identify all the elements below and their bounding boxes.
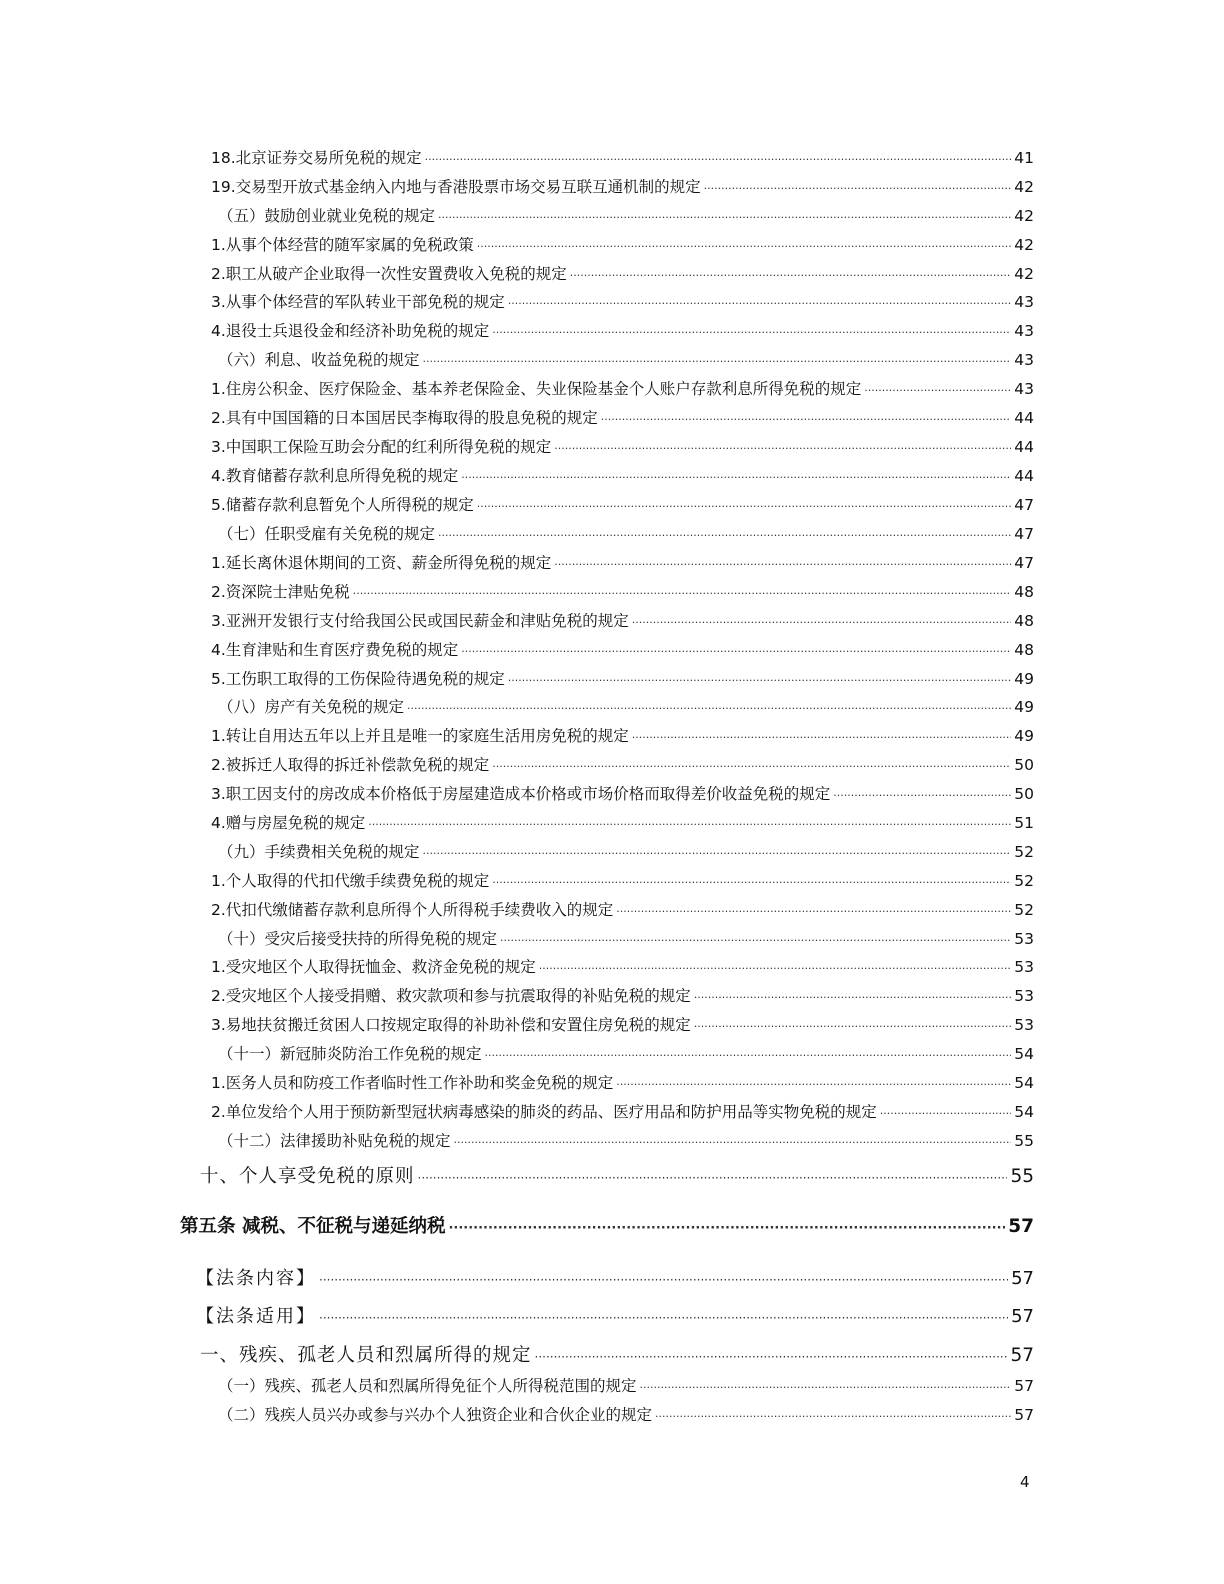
toc-leader bbox=[554, 558, 1011, 571]
toc-entry-title: 3.从事个体经营的军队转业干部免税的规定 bbox=[211, 293, 505, 311]
toc-entry-page: 47 bbox=[1014, 525, 1034, 543]
toc-entry-page: 43 bbox=[1014, 380, 1034, 398]
toc-entry-title: 2.被拆迁人取得的拆迁补偿款免税的规定 bbox=[211, 756, 490, 774]
toc-entry[interactable] bbox=[211, 955, 1034, 977]
toc-entry-title: （十）受灾后接受扶持的所得免税的规定 bbox=[218, 930, 498, 948]
toc-entry[interactable] bbox=[211, 493, 1034, 515]
toc-entry-title: （九）手续费相关免税的规定 bbox=[218, 843, 420, 861]
toc-entry-title: 3.中国职工保险互助会分配的红利所得免税的规定 bbox=[211, 438, 552, 456]
toc-entry-title: 1.医务人员和防疫工作者临时性工作补助和奖金免税的规定 bbox=[211, 1074, 614, 1092]
toc-entry-page: 53 bbox=[1014, 930, 1034, 948]
toc-leader bbox=[539, 962, 1011, 975]
toc-entry[interactable] bbox=[218, 1129, 1034, 1151]
toc-entry[interactable] bbox=[211, 435, 1034, 457]
toc-entry-page: 57 bbox=[1014, 1377, 1034, 1395]
toc-entry-title: 一、残疾、孤老人员和烈属所得的规定 bbox=[200, 1345, 532, 1366]
toc-entry-page: 57 bbox=[1014, 1406, 1034, 1424]
toc-leader bbox=[864, 384, 1011, 397]
toc-entry-page: 44 bbox=[1014, 409, 1034, 427]
toc-entry[interactable] bbox=[211, 262, 1034, 284]
toc-entry-page: 42 bbox=[1014, 178, 1034, 196]
toc-entry[interactable] bbox=[196, 1264, 1034, 1290]
toc-entry-page: 52 bbox=[1014, 872, 1034, 890]
toc-entry-page: 52 bbox=[1014, 901, 1034, 919]
toc-entry[interactable] bbox=[211, 609, 1034, 631]
toc-entry-page: 54 bbox=[1014, 1045, 1034, 1063]
toc-leader bbox=[640, 1381, 1012, 1394]
toc-entry-title: （六）利息、收益免税的规定 bbox=[218, 351, 420, 369]
toc-leader bbox=[508, 297, 1011, 310]
page-number: 4 bbox=[1020, 1473, 1030, 1491]
toc-entry-page: 52 bbox=[1014, 843, 1034, 861]
toc-leader bbox=[438, 529, 1011, 542]
toc-leader bbox=[632, 731, 1011, 744]
toc-entry[interactable] bbox=[211, 464, 1034, 486]
toc-leader bbox=[500, 934, 1011, 947]
toc-entry-title: 2.受灾地区个人接受捐赠、救灾款项和参与抗震取得的补贴免税的规定 bbox=[211, 987, 691, 1005]
toc-entry-page: 55 bbox=[1010, 1166, 1034, 1187]
toc-entry[interactable] bbox=[211, 1071, 1034, 1093]
toc-entry-title: （八）房产有关免税的规定 bbox=[218, 698, 405, 716]
toc-entry-title: 4.生育津贴和生育医疗费免税的规定 bbox=[211, 641, 459, 659]
toc-leader bbox=[319, 1311, 1008, 1325]
toc-entry-title: 1.转让自用达五年以上并且是唯一的家庭生活用房免税的规定 bbox=[211, 727, 629, 745]
toc-entry-title: 3.亚洲开发银行支付给我国公民或国民薪金和津贴免税的规定 bbox=[211, 612, 629, 630]
toc-leader bbox=[694, 1020, 1011, 1033]
toc-entry-title: 第五条 减税、不征税与递延纳税 bbox=[180, 1216, 446, 1237]
toc-leader bbox=[448, 1221, 1005, 1236]
toc-entry[interactable] bbox=[218, 927, 1034, 949]
toc-leader bbox=[477, 240, 1011, 253]
toc-leader bbox=[353, 587, 1011, 600]
toc-entry-page: 57 bbox=[1011, 1306, 1034, 1327]
toc-entry[interactable] bbox=[196, 1302, 1034, 1328]
toc-entry-title: （二）残疾人员兴办或参与兴办个人独资企业和合伙企业的规定 bbox=[218, 1406, 653, 1424]
toc-entry-title: （七）任职受雇有关免税的规定 bbox=[218, 525, 436, 543]
toc-entry-page: 42 bbox=[1014, 265, 1034, 283]
toc-entry-title: 十、个人享受免税的原则 bbox=[200, 1166, 415, 1187]
toc-entry[interactable] bbox=[200, 1341, 1034, 1367]
toc-leader bbox=[461, 645, 1011, 658]
toc-entry-page: 41 bbox=[1014, 149, 1034, 167]
toc-entry-page: 43 bbox=[1014, 322, 1034, 340]
toc-entry-title: 4.赠与房屋免税的规定 bbox=[211, 814, 366, 832]
toc-entry-page: 57 bbox=[1011, 1268, 1034, 1289]
toc-entry[interactable] bbox=[211, 319, 1034, 341]
toc-leader bbox=[694, 991, 1011, 1004]
toc-leader bbox=[554, 442, 1011, 455]
toc-entry[interactable] bbox=[218, 348, 1034, 370]
toc-entry-title: 4.教育储蓄存款利息所得免税的规定 bbox=[211, 467, 459, 485]
toc-entry[interactable] bbox=[211, 377, 1034, 399]
toc-entry-page: 54 bbox=[1014, 1103, 1034, 1121]
toc-entry-title: 2.单位发给个人用于预防新型冠状病毒感染的肺炎的药品、医疗用品和防护用品等实物免税的规定 bbox=[211, 1103, 877, 1121]
toc-entry-page: 42 bbox=[1014, 207, 1034, 225]
toc-leader bbox=[833, 789, 1011, 802]
toc-entry[interactable] bbox=[218, 1042, 1034, 1064]
toc-entry[interactable] bbox=[211, 1100, 1034, 1122]
toc-leader bbox=[485, 1049, 1012, 1062]
toc-entry-title: （五）鼓励创业就业免税的规定 bbox=[218, 207, 436, 225]
toc-entry[interactable] bbox=[211, 984, 1034, 1006]
toc-leader bbox=[508, 674, 1011, 687]
toc-entry[interactable] bbox=[218, 840, 1034, 862]
toc-entry[interactable] bbox=[211, 667, 1034, 689]
toc-entry[interactable] bbox=[218, 522, 1034, 544]
toc-entry-page: 49 bbox=[1014, 670, 1034, 688]
toc-entry-title: （十二）法律援助补贴免税的规定 bbox=[218, 1132, 451, 1150]
toc-entry[interactable] bbox=[211, 782, 1034, 804]
toc-entry-page: 49 bbox=[1014, 727, 1034, 745]
toc-entry-title: 3.易地扶贫搬迁贫困人口按规定取得的补助补偿和安置住房免税的规定 bbox=[211, 1016, 691, 1034]
toc-entry[interactable] bbox=[211, 753, 1034, 775]
toc-entry-title: 1.住房公积金、医疗保险金、基本养老保险金、失业保险基金个人账户存款利息所得免税的规定 bbox=[211, 380, 862, 398]
toc-entry-title: 3.职工因支付的房改成本价格低于房屋建造成本价格或市场价格而取得差价收益免税的规定 bbox=[211, 785, 831, 803]
toc-entry[interactable] bbox=[211, 580, 1034, 602]
toc-entry-page: 53 bbox=[1014, 987, 1034, 1005]
toc-entry[interactable] bbox=[211, 1013, 1034, 1035]
toc-leader bbox=[319, 1273, 1008, 1287]
toc-entry-page: 47 bbox=[1014, 496, 1034, 514]
toc-entry[interactable] bbox=[211, 551, 1034, 573]
toc-entry-title: 1.延长离休退休期间的工资、薪金所得免税的规定 bbox=[211, 554, 552, 572]
toc-entry-title: 2.代扣代缴储蓄存款利息所得个人所得税手续费收入的规定 bbox=[211, 901, 614, 919]
toc-entry-page: 44 bbox=[1014, 467, 1034, 485]
toc-leader bbox=[492, 760, 1011, 773]
toc-chapter-entry[interactable] bbox=[180, 1212, 1034, 1238]
toc-entry[interactable] bbox=[211, 290, 1034, 312]
toc-entry[interactable] bbox=[211, 406, 1034, 428]
toc-entry-title: 5.储蓄存款利息暂免个人所得税的规定 bbox=[211, 496, 474, 514]
toc-entry-title: 1.受灾地区个人取得抚恤金、救济金免税的规定 bbox=[211, 958, 536, 976]
toc-entry-title: 2.资深院士津贴免税 bbox=[211, 583, 350, 601]
toc-entry[interactable] bbox=[211, 898, 1034, 920]
toc-entry-page: 54 bbox=[1014, 1074, 1034, 1092]
toc-leader bbox=[601, 413, 1011, 426]
toc-leader bbox=[418, 1171, 1008, 1185]
toc-leader bbox=[704, 182, 1012, 195]
toc-entry-title: 4.退役士兵退役金和经济补助免税的规定 bbox=[211, 322, 490, 340]
toc-entry-title: 18.北京证券交易所免税的规定 bbox=[211, 149, 422, 167]
toc-entry[interactable] bbox=[211, 146, 1034, 168]
toc-entry-page: 43 bbox=[1014, 293, 1034, 311]
toc-leader bbox=[655, 1410, 1011, 1423]
toc-leader bbox=[880, 1107, 1011, 1120]
toc-leader bbox=[407, 702, 1011, 715]
toc-entry-page: 57 bbox=[1008, 1216, 1034, 1237]
toc-leader bbox=[492, 326, 1011, 339]
toc-entry-title: 【法条内容】 bbox=[196, 1268, 316, 1289]
toc-leader bbox=[616, 1078, 1011, 1091]
toc-entry-title: 2.职工从破产企业取得一次性安置费收入免税的规定 bbox=[211, 265, 567, 283]
toc-leader bbox=[535, 1350, 1008, 1364]
toc-entry-page: 50 bbox=[1014, 756, 1034, 774]
toc-entry-page: 47 bbox=[1014, 554, 1034, 572]
toc-leader bbox=[632, 616, 1011, 629]
toc-entry[interactable] bbox=[211, 638, 1034, 660]
toc-leader bbox=[423, 355, 1012, 368]
toc-leader bbox=[454, 1136, 1012, 1149]
toc-leader bbox=[477, 500, 1011, 513]
toc-entry[interactable] bbox=[218, 1403, 1034, 1425]
toc-leader bbox=[425, 153, 1012, 166]
toc-leader bbox=[616, 905, 1011, 918]
toc-leader bbox=[368, 818, 1011, 831]
toc-entry-page: 53 bbox=[1014, 1016, 1034, 1034]
toc-leader bbox=[423, 847, 1012, 860]
toc-entry-page: 51 bbox=[1014, 814, 1034, 832]
toc-entry-page: 48 bbox=[1014, 641, 1034, 659]
toc-entry-title: （一）残疾、孤老人员和烈属所得免征个人所得税范围的规定 bbox=[218, 1377, 637, 1395]
toc-leader bbox=[461, 471, 1011, 484]
toc-leader bbox=[438, 211, 1011, 224]
toc-entry[interactable] bbox=[211, 811, 1034, 833]
toc-entry[interactable] bbox=[211, 175, 1034, 197]
toc-entry-page: 55 bbox=[1014, 1132, 1034, 1150]
toc-entry[interactable] bbox=[218, 695, 1034, 717]
toc-leader bbox=[492, 876, 1011, 889]
toc-entry-page: 44 bbox=[1014, 438, 1034, 456]
toc-entry-page: 57 bbox=[1010, 1345, 1034, 1366]
toc-entry[interactable] bbox=[211, 233, 1034, 255]
toc-leader bbox=[570, 269, 1011, 282]
toc-entry-page: 50 bbox=[1014, 785, 1034, 803]
toc-entry-page: 49 bbox=[1014, 698, 1034, 716]
toc-entry[interactable] bbox=[200, 1162, 1034, 1188]
toc-entry[interactable] bbox=[218, 204, 1034, 226]
toc-entry-title: 1.从事个体经营的随军家属的免税政策 bbox=[211, 236, 474, 254]
toc-entry-title: 2.具有中国国籍的日本国居民李梅取得的股息免税的规定 bbox=[211, 409, 598, 427]
toc-entry-title: 【法条适用】 bbox=[196, 1306, 316, 1327]
toc-entry[interactable] bbox=[218, 1374, 1034, 1396]
toc-entry-title: 5.工伤职工取得的工伤保险待遇免税的规定 bbox=[211, 670, 505, 688]
toc-entry-page: 42 bbox=[1014, 236, 1034, 254]
toc-entry-title: （十一）新冠肺炎防治工作免税的规定 bbox=[218, 1045, 482, 1063]
toc-entry-page: 48 bbox=[1014, 583, 1034, 601]
toc-entry-page: 48 bbox=[1014, 612, 1034, 630]
toc-entry[interactable] bbox=[211, 724, 1034, 746]
toc-entry-page: 53 bbox=[1014, 958, 1034, 976]
toc-entry[interactable] bbox=[211, 869, 1034, 891]
toc-entry-page: 43 bbox=[1014, 351, 1034, 369]
toc-entry-title: 1.个人取得的代扣代缴手续费免税的规定 bbox=[211, 872, 490, 890]
toc-entry-title: 19.交易型开放式基金纳入内地与香港股票市场交易互联互通机制的规定 bbox=[211, 178, 701, 196]
